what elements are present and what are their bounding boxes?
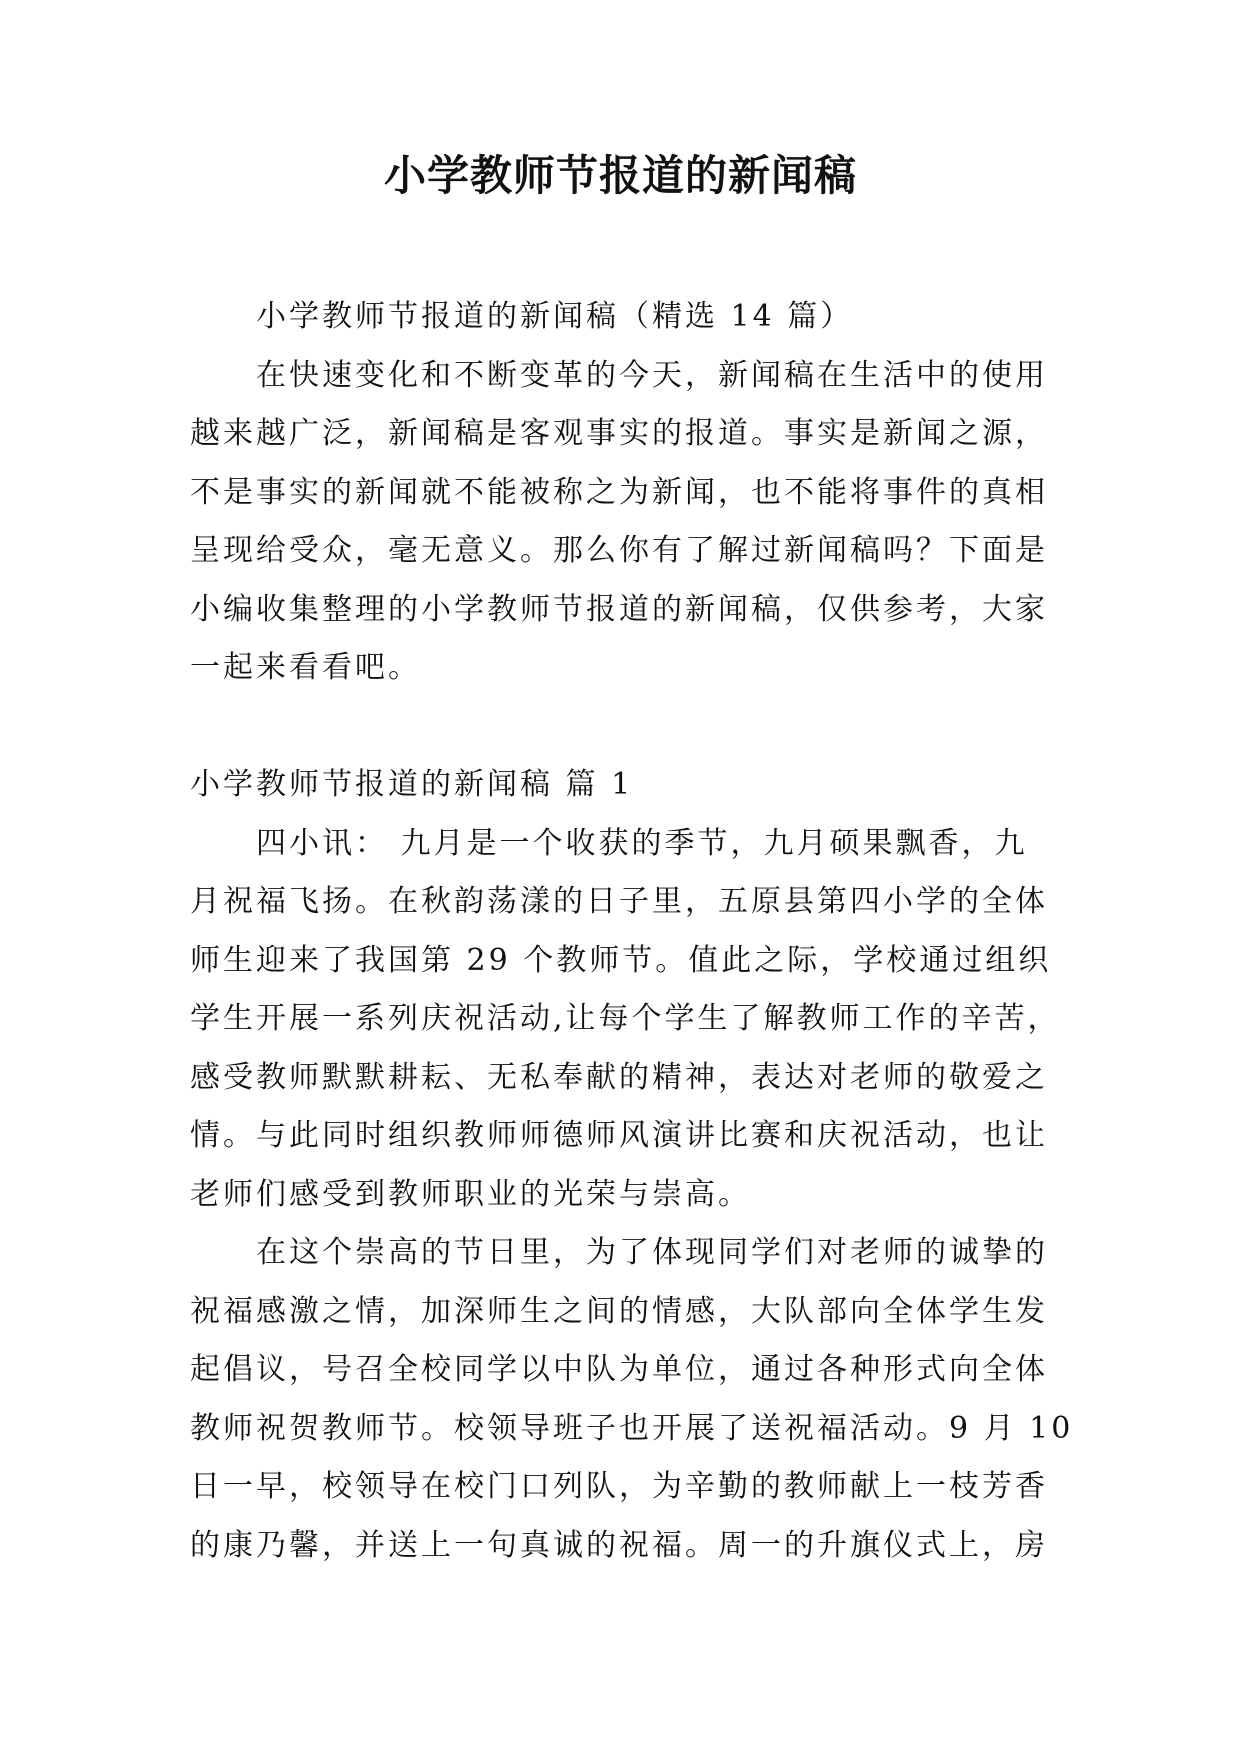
- paragraph-line: 祝福感激之情，加深师生之间的情感，大队部向全体学生发: [190, 1293, 1048, 1329]
- intro-line: 呈现给受众，毫无意义。那么你有了解过新闻稿吗？下面是: [190, 533, 1048, 568]
- intro-line: 越来越广泛，新闻稿是客观事实的报道。事实是新闻之源，: [190, 416, 1048, 451]
- intro-line: 在快速变化和不断变革的今天，新闻稿在生活中的使用: [256, 357, 1048, 393]
- paragraph-line: 感受教师默默耕耘、无私奉献的精神，表达对老师的敬爱之: [190, 1059, 1048, 1095]
- intro-line: 不是事实的新闻就不能被称之为新闻，也不能将事件的真相: [190, 474, 1048, 510]
- paragraph-line: 四小讯： 九月是一个收获的季节，九月硕果飘香，九: [256, 825, 1028, 861]
- intro-line: 小编收集整理的小学教师节报道的新闻稿，仅供参考，大家: [190, 591, 1048, 627]
- paragraph-line: 教师祝贺教师节。校领导班子也开展了送祝福活动。9 月 10: [190, 1410, 1074, 1446]
- paragraph-line: 起倡议，号召全校同学以中队为单位，通过各种形式向全体: [190, 1352, 1048, 1387]
- paragraph-line: 学生开展一系列庆祝活动,让每个学生了解教师工作的辛苦，: [190, 1001, 1061, 1036]
- document-body: [190, 288, 1074, 1575]
- body-paragraph-1: [190, 815, 1061, 1225]
- paragraph-line: 情。与此同时组织教师师德师风演讲比赛和庆祝活动，也让: [190, 1118, 1048, 1153]
- paragraph-line: 日一早，校领导在校门口列队，为辛勤的教师献上一枝芳香: [190, 1469, 1048, 1504]
- document-subtitle: 小学教师节报道的新闻稿（精选 14 篇）: [256, 299, 854, 334]
- body-paragraph-2: [190, 1224, 1074, 1575]
- paragraph-line: 月祝福飞扬。在秋韵荡漾的日子里，五原县第四小学的全体: [190, 884, 1048, 919]
- paragraph-line: 师生迎来了我国第 29 个教师节。值此之际，学校通过组织: [190, 942, 1052, 978]
- paragraph-line: 在这个崇高的节日里，为了体现同学们对老师的诚挚的: [256, 1235, 1048, 1270]
- document-title: 小学教师节报道的新闻稿: [383, 151, 857, 200]
- paragraph-line: 的康乃馨，并送上一句真诚的祝福。周一的升旗仪式上，房: [190, 1527, 1048, 1563]
- section-heading: 小学教师节报道的新闻稿 篇 1: [190, 767, 634, 802]
- intro-line: 一起来看看吧。: [190, 650, 421, 685]
- paragraph-line: 老师们感受到教师职业的光荣与崇高。: [190, 1176, 751, 1212]
- paragraph-spacer: [190, 698, 1050, 757]
- intro-paragraph: [190, 347, 1050, 698]
